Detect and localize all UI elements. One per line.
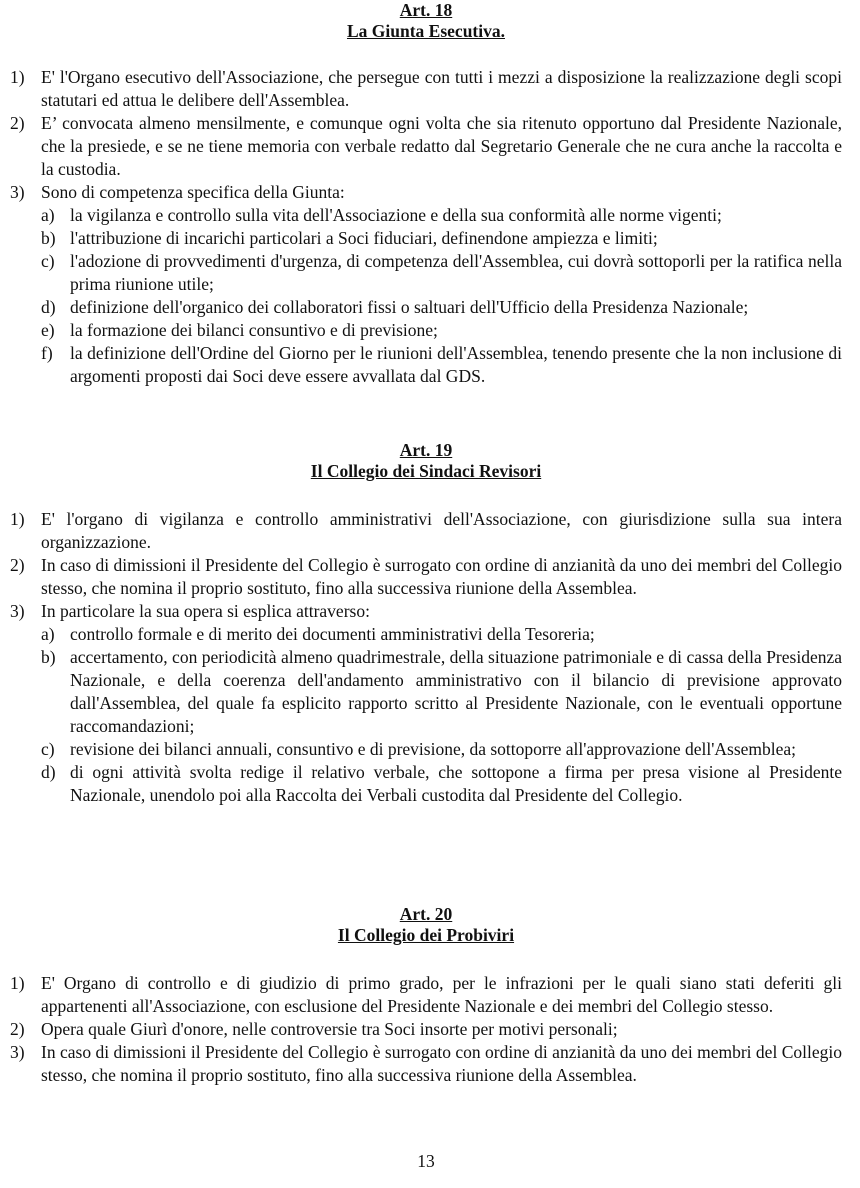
list-item [10, 1018, 842, 1041]
list-item [10, 1041, 842, 1087]
sub-item [10, 623, 842, 646]
sub-item-letter: e) [41, 320, 55, 340]
list-item [10, 972, 842, 1018]
item-text: In caso di dimissioni il Presidente del Collegio è surrogato con ordine di anzianità da uno dei membri del Collegio stesso, che nomina il proprio sostituto, fino alla successiva riunione della Assemblea. [41, 1042, 842, 1085]
sub-item-text: di ogni attività svolta redige il relativo verbale, che sottopone a firma per presa visione al Presidente Nazionale, unendolo poi alla Raccolta dei Verbali custodita dal Presidente del Collegio. [70, 762, 842, 805]
article-number: Art. 19 [399, 440, 453, 460]
sub-item-text: la definizione dell'Ordine del Giorno per le riunioni dell'Assemblea, tenendo presente che la non inclusione di argomenti proposti dai Soci deve essere avvallata dal GDS. [70, 343, 842, 386]
sub-item-text: la formazione dei bilanci consuntivo e di previsione; [70, 320, 438, 340]
sub-item-letter: a) [41, 205, 55, 225]
article-heading [10, 0, 842, 42]
sub-item-text: controllo formale e di merito dei documenti amministrativi della Tesoreria; [70, 624, 595, 644]
sub-item [10, 761, 842, 807]
item-text: E' l'Organo esecutivo dell'Associazione, che persegue con tutti i mezzi a disposizione la realizzazione degli scopi statutari ed attua le delibere dell'Assemblea. [41, 67, 842, 110]
article-18 [10, 0, 842, 388]
sub-item-text: l'adozione di provvedimenti d'urgenza, di competenza dell'Assemblea, cui dovrà sottoporli per la ratifica nella prima riunione utile; [70, 251, 842, 294]
item-text: Sono di competenza specifica della Giunta: [41, 182, 345, 202]
sub-item-text: accertamento, con periodicità almeno quadrimestrale, della situazione patrimoniale e di cassa della Presidenza Nazionale, e della coerenza dell'andamento amministrativo con il bilancio di previsione approvato dall'Assemblea, del quale fa esplicito rapporto scritto al Presidente Nazionale, con le eventuali opportune raccomandazioni; [70, 647, 842, 736]
item-text: In particolare la sua opera si esplica attraverso: [41, 601, 370, 621]
item-text: E' l'organo di vigilanza e controllo amministrativi dell'Associazione, con giurisdizione sulla sua intera organizzazione. [41, 509, 842, 552]
page-number: 13 [417, 1151, 435, 1171]
item-number: 2) [10, 113, 25, 133]
item-number: 1) [10, 67, 25, 87]
item-text: In caso di dimissioni il Presidente del Collegio è surrogato con ordine di anzianità da uno dei membri del Collegio stesso, che nomina il proprio sostituto, fino alla successiva riunione della Assemblea. [41, 555, 842, 598]
item-text: Opera quale Giurì d'onore, nelle controversie tra Soci insorte per motivi personali; [41, 1019, 618, 1039]
sub-item [10, 227, 842, 250]
sub-item [10, 250, 842, 296]
list-item [10, 181, 842, 204]
sub-item-text: definizione dell'organico dei collaboratori fissi o saltuari dell'Ufficio della Presidenza Nazionale; [70, 297, 749, 317]
list-item [10, 112, 842, 181]
article-20 [10, 904, 842, 1087]
sub-item [10, 204, 842, 227]
item-number: 2) [10, 1019, 25, 1039]
article-number: Art. 20 [399, 904, 453, 924]
sub-item-letter: b) [41, 647, 56, 667]
sub-item-letter: d) [41, 297, 56, 317]
item-number: 1) [10, 973, 25, 993]
sub-item-letter: a) [41, 624, 55, 644]
sub-item-text: l'attribuzione di incarichi particolari a Soci fiduciari, definendone ampiezza e limiti; [70, 228, 658, 248]
sub-item [10, 646, 842, 738]
list-item [10, 600, 842, 623]
item-text: E' Organo di controllo e di giudizio di primo grado, per le infrazioni per le quali siano stati deferiti gli appartenenti all'Associazione, con esclusione del Presidente Nazionale e dei membri del Collegio stesso. [41, 973, 842, 1016]
list-item [10, 554, 842, 600]
article-number: Art. 18 [399, 0, 453, 20]
sub-item-letter: c) [41, 739, 55, 759]
article-heading [10, 904, 842, 946]
sub-item [10, 319, 842, 342]
article-heading [10, 440, 842, 482]
item-text: E’ convocata almeno mensilmente, e comunque ogni volta che sia ritenuto opportuno dal Presidente Nazionale, che la presiede, e se ne tiene memoria con verbale redatto dal Segretario Generale che ne cura anche la raccolta e la custodia. [41, 113, 842, 179]
item-number: 3) [10, 601, 25, 621]
sub-item [10, 296, 842, 319]
article-title: Il Collegio dei Probiviri [337, 925, 515, 945]
sub-item [10, 342, 842, 388]
sub-item-letter: d) [41, 762, 56, 782]
list-item [10, 66, 842, 112]
article-title: Il Collegio dei Sindaci Revisori [310, 461, 542, 481]
item-number: 1) [10, 509, 25, 529]
item-number: 3) [10, 1042, 25, 1062]
sub-item-text: la vigilanza e controllo sulla vita dell'Associazione e della sua conformità alle norme vigenti; [70, 205, 722, 225]
article-19 [10, 440, 842, 807]
item-number: 3) [10, 182, 25, 202]
sub-item-text: revisione dei bilanci annuali, consuntivo e di previsione, da sottoporre all'approvazione dell'Assemblea; [70, 739, 797, 759]
item-number: 2) [10, 555, 25, 575]
sub-item [10, 738, 842, 761]
sub-item-letter: f) [41, 343, 53, 363]
article-title: La Giunta Esecutiva. [346, 21, 505, 41]
sub-item-letter: b) [41, 228, 56, 248]
sub-item-letter: c) [41, 251, 55, 271]
list-item [10, 508, 842, 554]
